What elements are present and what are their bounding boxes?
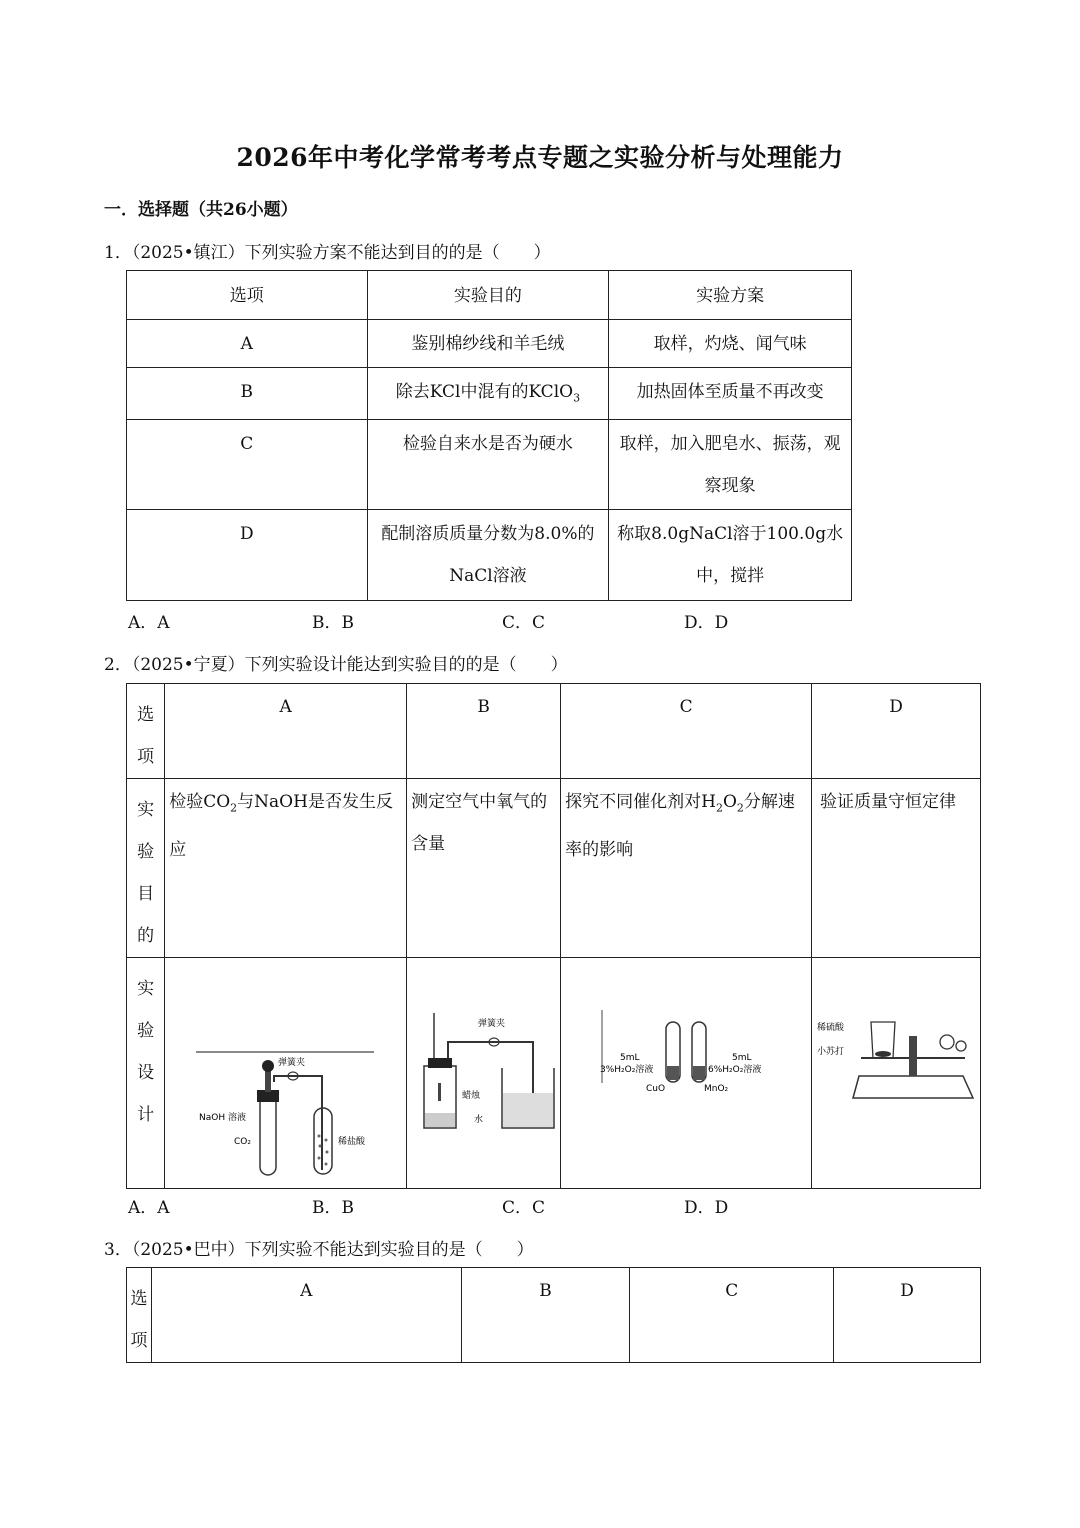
figure-c-label-left-sol: 3%H₂O₂溶液: [600, 1065, 654, 1075]
q2-design-d: [812, 958, 981, 1189]
apparatus-a-figure: [166, 958, 406, 1187]
q2-label-option: 选项: [127, 684, 165, 779]
figure-d-label-acid: 稀硫酸: [817, 1023, 845, 1033]
q2-label-design: 实验设计: [127, 958, 165, 1189]
q2-choice-d[interactable]: D．D: [684, 1198, 729, 1218]
figure-b-stopper: [428, 1058, 452, 1068]
q3-stem: 3．（2025•巴中）下列实验不能达到实验目的是（ ）: [104, 1240, 534, 1260]
q3-col-b: B: [461, 1268, 630, 1363]
figure-d-base: [853, 1076, 973, 1098]
q2-purpose-b: 测定空气中氧气的含量: [407, 779, 561, 958]
figure-a-left-tube: [260, 1093, 276, 1175]
q3-table: [126, 1267, 981, 1363]
figure-c-label-left-cat: CuO: [646, 1084, 666, 1094]
apparatus-c-figure: [562, 958, 810, 1187]
q2-col-a: A: [165, 684, 407, 779]
q2-choice-b[interactable]: B．B: [312, 1198, 354, 1218]
figure-d-weight-1: [940, 1035, 954, 1049]
figure-b-candle: [438, 1083, 441, 1101]
q1-row-b-plan: 加热固体至质量不再改变: [609, 368, 852, 420]
figure-b-label-candle: 蜡烛: [461, 1091, 480, 1101]
figure-c-left-fill: [667, 1066, 679, 1080]
q2-design-a: [165, 958, 407, 1189]
q1-choice-c[interactable]: C．C: [502, 613, 546, 633]
figure-b-beaker-water: [503, 1093, 553, 1127]
q1-choice-a[interactable]: A．A: [128, 613, 170, 633]
q1-row-a-option: A: [127, 320, 368, 368]
q1-row-c-option: C: [127, 420, 368, 510]
q1-row-b-purpose: 除去KCl中混有的KClO$_3$: [367, 368, 609, 420]
q2-choice-c[interactable]: C．C: [502, 1198, 546, 1218]
q2-purpose-d: 验证质量守恒定律: [812, 779, 981, 958]
figure-a-connector: [274, 1076, 322, 1170]
figure-c-label-left-vol: 5mL: [620, 1053, 640, 1063]
q1-row-d-plan: 称取8.0gNaCl溶于100.0g水中，搅拌: [609, 510, 852, 601]
figure-c-label-right-cat: MnO₂: [704, 1084, 729, 1094]
figure-b-label-water: 水: [473, 1115, 483, 1125]
q1-row-c-plan: 取样，加入肥皂水、振荡，观察现象: [609, 420, 852, 510]
q2-purpose-c: 探究不同催化剂对$H_2O_2$分解速率的影响: [561, 779, 812, 958]
q3-col-a: A: [151, 1268, 461, 1363]
apparatus-b-figure: [408, 958, 560, 1187]
figure-c-right-fill: [693, 1066, 705, 1080]
q2-col-b: B: [407, 684, 561, 779]
q3-col-c: C: [630, 1268, 834, 1363]
q2-choice-a[interactable]: A．A: [128, 1198, 170, 1218]
figure-b-water: [425, 1113, 455, 1127]
figure-a-label-co2: CO₂: [233, 1137, 251, 1147]
figure-d-weight-2: [956, 1041, 966, 1051]
figure-c-label-right-sol: 6%H₂O₂溶液: [708, 1065, 762, 1075]
q2-col-d: D: [812, 684, 981, 779]
figure-a-dropper-bulb: [262, 1060, 274, 1072]
q3-col-d: D: [834, 1268, 981, 1363]
q2-design-b: [407, 958, 561, 1189]
q2-stem: 2．（2025•宁夏）下列实验设计能达到实验目的的是（ ）: [104, 655, 568, 675]
q1-row-a-purpose: 鉴别棉纱线和羊毛绒: [367, 320, 609, 368]
figure-d-label-soda: 小苏打: [817, 1047, 845, 1057]
q1-row-d-option: D: [127, 510, 368, 601]
q2-col-c: C: [561, 684, 812, 779]
figure-b-label-clip: 弹簧夹: [477, 1019, 505, 1029]
figure-d-pillar: [909, 1036, 917, 1076]
q1-header-plan: 实验方案: [609, 271, 852, 320]
figure-a-dropper: [265, 1070, 271, 1092]
q1-row-d-purpose: 配制溶质质量分数为8.0%的NaCl溶液: [367, 510, 609, 601]
q2-design-c: [561, 958, 812, 1189]
figure-c-label-right-vol: 5mL: [732, 1053, 752, 1063]
q1-table: [126, 270, 852, 601]
q1-header-option: 选项: [127, 271, 368, 320]
q1-row-c-purpose: 检验自来水是否为硬水: [367, 420, 609, 510]
q1-choice-d[interactable]: D．D: [684, 613, 729, 633]
q2-label-purpose: 实验目的: [127, 779, 165, 958]
q1-row-b-option: B: [127, 368, 368, 420]
figure-d-powder: [875, 1051, 891, 1057]
q1-header-purpose: 实验目的: [367, 271, 609, 320]
figure-a-label-naoh: NaOH 溶液: [198, 1113, 246, 1123]
section-heading: 一．选择题（共26小题）: [104, 200, 298, 220]
figure-a-label-hcl: 稀盐酸: [337, 1137, 365, 1147]
figure-b-tube: [448, 1042, 533, 1096]
apparatus-d-figure: [813, 958, 979, 1187]
q2-table: [126, 683, 981, 1189]
q1-stem: 1．（2025•镇江）下列实验方案不能达到目的的是（ ）: [104, 243, 551, 263]
q3-label-option: 选项: [127, 1268, 152, 1363]
q1-choice-b[interactable]: B．B: [312, 613, 354, 633]
page-title: 2026年中考化学常考考点专题之实验分析与处理能力: [236, 143, 844, 172]
q2-purpose-a: 检验$CO_2$与NaOH是否发生反应: [165, 779, 407, 958]
figure-a-label-clip: 弹簧夹: [277, 1058, 305, 1068]
q1-row-a-plan: 取样，灼烧、闻气味: [609, 320, 852, 368]
